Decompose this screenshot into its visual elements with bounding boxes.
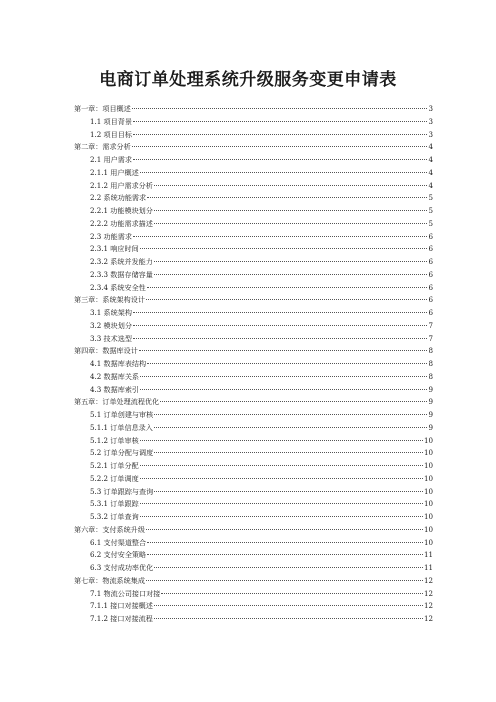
- toc-chapter-entry[interactable]: [74, 141, 433, 154]
- toc-dot-leader: [146, 580, 423, 581]
- toc-section-entry[interactable]: [74, 473, 433, 486]
- toc-entry-label: 5.1.2 订单审核: [90, 435, 139, 445]
- document-title: 电商订单处理系统升级服务变更申请表: [99, 70, 397, 90]
- toc-entry-label: 3.1 系统架构: [90, 308, 132, 317]
- toc-page-number: 6: [428, 295, 433, 305]
- toc-entry-label: 第二章：需求分析: [74, 142, 131, 152]
- toc-page-number: 10: [423, 524, 433, 534]
- toc-section-entry[interactable]: [74, 562, 433, 575]
- toc-dot-leader: [154, 427, 428, 428]
- toc-section-entry[interactable]: [74, 167, 433, 180]
- toc-entry-label: 2.2.1 功能模块划分: [90, 206, 153, 215]
- toc-dot-leader: [139, 350, 428, 351]
- toc-section-entry[interactable]: [74, 435, 433, 448]
- toc-section-entry[interactable]: [74, 613, 433, 626]
- toc-section-entry[interactable]: [74, 180, 433, 193]
- toc-dot-leader: [140, 376, 427, 377]
- toc-page-number: 6: [428, 269, 433, 279]
- toc-section-entry[interactable]: [74, 218, 433, 231]
- toc-dot-leader: [154, 605, 423, 606]
- toc-entry-label: 第七章：物流系统集成: [74, 575, 145, 585]
- toc-entry-label: 2.3.4 系统安全性: [90, 282, 146, 292]
- toc-page-number: 7: [428, 333, 433, 343]
- toc-page-number: 10: [423, 461, 433, 470]
- toc-page-number: 11: [423, 550, 433, 560]
- toc-chapter-entry[interactable]: [74, 294, 433, 307]
- toc-page-number: 12: [423, 588, 433, 598]
- toc-dot-leader: [140, 389, 427, 390]
- toc-page-number: 10: [423, 448, 433, 458]
- toc-section-entry[interactable]: [74, 460, 433, 473]
- toc-dot-leader: [133, 159, 428, 160]
- toc-page-number: 7: [428, 320, 433, 330]
- toc-section-entry[interactable]: [74, 409, 433, 422]
- toc-entry-label: 2.2 系统功能需求: [90, 193, 147, 203]
- toc-entry-label: 2.3.1 响应时间: [90, 244, 139, 254]
- toc-chapter-entry[interactable]: [74, 524, 433, 537]
- toc-dot-leader: [154, 261, 428, 262]
- toc-entry-label: 7.1.2 接口对接流程: [90, 614, 153, 623]
- toc-section-entry[interactable]: [74, 282, 433, 295]
- toc-dot-leader: [147, 287, 428, 288]
- toc-entry-label: 2.3 功能需求: [90, 231, 132, 241]
- toc-page-number: 10: [423, 537, 433, 547]
- toc-entry-label: 5.3 订单跟踪与查询: [90, 486, 154, 496]
- toc-entry-label: 5.1.1 订单信息录入: [90, 422, 153, 432]
- toc-dot-leader: [154, 185, 428, 186]
- toc-entry-label: 1.2 项目目标: [90, 129, 132, 139]
- toc-entry-label: 4.3 数据库索引: [90, 384, 140, 394]
- toc-page-number: 3: [428, 129, 433, 139]
- toc-page-number: 9: [428, 410, 433, 419]
- toc-section-entry[interactable]: [74, 498, 433, 511]
- toc-entry-label: 2.1.2 用户需求分析: [90, 180, 153, 190]
- toc-dot-leader: [140, 440, 423, 441]
- toc-page-number: 11: [423, 563, 433, 572]
- toc-section-entry[interactable]: [74, 358, 433, 371]
- toc-entry-label: 第一章：项目概述: [74, 104, 131, 113]
- toc-entry-label: 第四章：数据库设计: [74, 346, 138, 356]
- toc-entry-label: 2.3.3 数据存储容量: [90, 269, 153, 279]
- toc-dot-leader: [140, 465, 423, 466]
- toc-section-entry[interactable]: [74, 231, 433, 244]
- toc-dot-leader: [160, 401, 427, 402]
- toc-dot-leader: [133, 236, 428, 237]
- toc-entry-label: 6.3 支付成功率优化: [90, 563, 154, 572]
- toc-section-entry[interactable]: [74, 320, 433, 333]
- toc-entry-label: 5.2.1 订单分配: [90, 461, 139, 470]
- toc-dot-leader: [132, 146, 428, 147]
- toc-entry-label: 5.2.2 订单调度: [90, 473, 139, 483]
- toc-page-number: 4: [428, 142, 433, 152]
- toc-entry-label: 第五章：订单处理流程优化: [74, 397, 160, 407]
- toc-page-number: 8: [428, 346, 433, 356]
- toc-page-number: 6: [428, 282, 433, 292]
- toc-page-number: 8: [428, 371, 433, 381]
- toc-entry-label: 第三章：系统架构设计: [74, 295, 145, 305]
- toc-section-entry[interactable]: [74, 307, 433, 320]
- toc-dot-leader: [154, 491, 423, 492]
- toc-entry-label: 6.2 支付安全策略: [90, 550, 147, 560]
- toc-dot-leader: [133, 134, 428, 135]
- toc-dot-leader: [140, 516, 423, 517]
- toc-page-number: 5: [428, 206, 433, 215]
- toc-section-entry[interactable]: [74, 243, 433, 256]
- toc-dot-leader: [132, 108, 428, 109]
- table-of-contents: [74, 103, 433, 626]
- toc-section-entry[interactable]: [74, 333, 433, 346]
- toc-section-entry[interactable]: [74, 447, 433, 460]
- toc-entry-label: 4.1 数据库表结构: [90, 359, 147, 368]
- toc-entry-label: 2.1.1 用户概述: [90, 167, 139, 177]
- toc-section-entry[interactable]: [74, 511, 433, 524]
- toc-page-number: 10: [423, 512, 433, 521]
- toc-entry-label: 2.1 用户需求: [90, 155, 132, 164]
- toc-page-number: 12: [423, 575, 433, 585]
- toc-page-number: 12: [423, 614, 433, 623]
- toc-dot-leader: [154, 414, 427, 415]
- toc-page-number: 9: [428, 397, 433, 407]
- toc-dot-leader: [140, 478, 423, 479]
- toc-dot-leader: [147, 542, 423, 543]
- toc-section-entry[interactable]: [74, 537, 433, 550]
- toc-section-entry[interactable]: [74, 256, 433, 269]
- toc-section-entry[interactable]: [74, 154, 433, 167]
- toc-section-entry[interactable]: [74, 205, 433, 218]
- toc-entry-label: 第六章：支付系统升级: [74, 524, 145, 534]
- toc-entry-label: 4.2 数据库关系: [90, 371, 140, 381]
- toc-section-entry[interactable]: [74, 384, 433, 397]
- toc-page-number: 9: [428, 422, 433, 432]
- toc-entry-label: 3.2 模块划分: [90, 320, 132, 330]
- toc-section-entry[interactable]: [74, 600, 433, 613]
- toc-chapter-entry[interactable]: [74, 103, 433, 116]
- toc-chapter-entry[interactable]: [74, 575, 433, 588]
- toc-dot-leader: [147, 554, 423, 555]
- toc-page-number: 6: [428, 257, 433, 266]
- toc-dot-leader: [154, 210, 428, 211]
- toc-page-number: 12: [423, 601, 433, 611]
- toc-section-entry[interactable]: [74, 422, 433, 435]
- toc-dot-leader: [147, 363, 427, 364]
- toc-entry-label: 2.2.2 功能需求描述: [90, 218, 153, 228]
- toc-entry-label: 5.3.2 订单查询: [90, 512, 139, 521]
- toc-dot-leader: [147, 197, 427, 198]
- toc-page-number: 10: [423, 486, 433, 496]
- toc-page-number: 6: [428, 244, 433, 254]
- toc-dot-leader: [140, 172, 428, 173]
- toc-dot-leader: [154, 274, 428, 275]
- toc-page-number: 3: [428, 116, 433, 126]
- toc-dot-leader: [146, 529, 423, 530]
- toc-page-number: 5: [428, 218, 433, 228]
- toc-page-number: 4: [428, 155, 433, 164]
- toc-page-number: 9: [428, 384, 433, 394]
- toc-page-number: 10: [423, 499, 433, 509]
- toc-section-entry[interactable]: [74, 486, 433, 499]
- toc-page-number: 5: [428, 193, 433, 203]
- toc-dot-leader: [133, 121, 428, 122]
- toc-dot-leader: [154, 452, 423, 453]
- toc-dot-leader: [146, 299, 428, 300]
- toc-dot-leader: [133, 338, 428, 339]
- toc-page-number: 3: [428, 104, 433, 113]
- toc-entry-label: 7.1 物流公司接口对接: [90, 588, 161, 598]
- toc-page-number: 10: [423, 435, 433, 445]
- toc-page-number: 6: [428, 231, 433, 241]
- toc-entry-label: 3.3 技术选型: [90, 333, 132, 343]
- toc-entry-label: 7.1.1 接口对接概述: [90, 601, 153, 611]
- toc-section-entry[interactable]: [74, 549, 433, 562]
- toc-entry-label: 1.1 项目背景: [90, 116, 132, 126]
- toc-dot-leader: [140, 503, 423, 504]
- toc-section-entry[interactable]: [74, 269, 433, 282]
- toc-entry-label: 2.3.2 系统并发能力: [90, 257, 153, 266]
- toc-section-entry[interactable]: [74, 371, 433, 384]
- toc-page-number: 8: [428, 359, 433, 368]
- toc-dot-leader: [154, 223, 428, 224]
- toc-section-entry[interactable]: [74, 129, 433, 142]
- toc-chapter-entry[interactable]: [74, 396, 433, 409]
- toc-entry-label: 5.2 订单分配与调度: [90, 448, 154, 458]
- toc-entry-label: 6.1 支付渠道整合: [90, 537, 147, 547]
- toc-chapter-entry[interactable]: [74, 345, 433, 358]
- toc-page-number: 6: [428, 308, 433, 317]
- toc-section-entry[interactable]: [74, 192, 433, 205]
- toc-dot-leader: [154, 567, 423, 568]
- toc-page-number: 10: [423, 473, 433, 483]
- toc-section-entry[interactable]: [74, 588, 433, 601]
- toc-section-entry[interactable]: [74, 116, 433, 129]
- toc-entry-label: 5.1 订单创建与审核: [90, 410, 154, 419]
- toc-page-number: 4: [428, 180, 433, 190]
- toc-dot-leader: [154, 618, 423, 619]
- toc-dot-leader: [140, 248, 428, 249]
- toc-dot-leader: [161, 593, 423, 594]
- toc-page-number: 4: [428, 167, 433, 177]
- toc-dot-leader: [133, 325, 428, 326]
- toc-dot-leader: [133, 312, 428, 313]
- toc-entry-label: 5.3.1 订单跟踪: [90, 499, 139, 509]
